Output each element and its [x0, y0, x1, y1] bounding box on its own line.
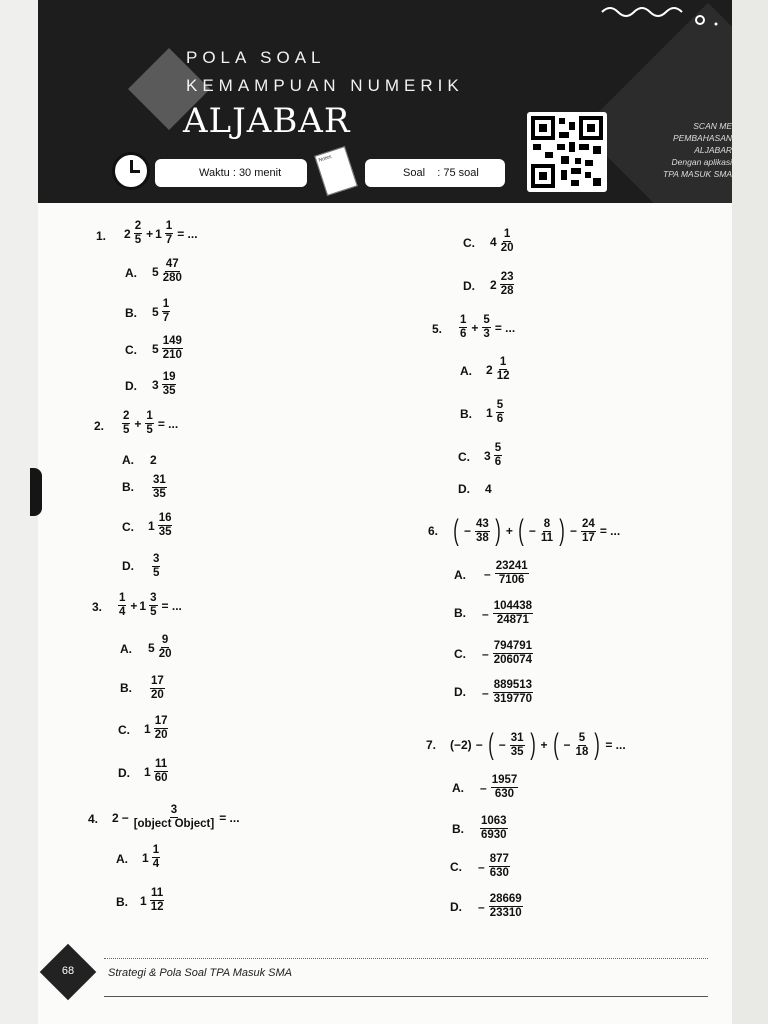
numerator: 11	[155, 758, 168, 770]
question-3-expression	[116, 592, 184, 619]
option-label: C.	[458, 450, 470, 464]
option-3a	[148, 634, 174, 661]
fraction	[495, 560, 529, 587]
option-label: C.	[454, 647, 466, 661]
numerator: 3	[153, 553, 160, 565]
scan-instructions	[628, 120, 732, 180]
whole: 1	[142, 850, 149, 865]
minus: –	[482, 646, 489, 661]
minus: –	[482, 606, 489, 621]
numerator: 28669	[489, 893, 522, 905]
question-count-badge	[365, 159, 505, 187]
denominator: 6	[460, 328, 467, 340]
soal-label: Soal	[403, 167, 426, 179]
question-number: 3.	[92, 600, 103, 614]
denominator: 60	[154, 772, 168, 784]
question-number: 6.	[428, 524, 439, 538]
question-6-expression	[450, 516, 622, 546]
page-number: 68	[61, 965, 75, 977]
option-4d	[490, 271, 516, 298]
option-2a: 2	[150, 453, 157, 467]
whole: 5	[152, 341, 159, 356]
footer-divider	[104, 958, 708, 959]
minus: –	[484, 566, 491, 581]
denominator: 35	[153, 488, 166, 500]
minus: −	[563, 738, 571, 752]
header-line-2: KEMAMPUAN NUMERIK	[186, 76, 464, 95]
plus: +	[505, 524, 513, 538]
whole: 1	[140, 893, 147, 908]
equals-ellipsis: = ...	[219, 810, 240, 825]
fraction	[581, 518, 596, 545]
option-label: A.	[452, 781, 464, 795]
numerator: 23241	[495, 560, 528, 572]
option-3d	[144, 758, 170, 785]
option-label: A.	[125, 266, 137, 280]
fraction	[145, 410, 153, 437]
minus: –	[482, 685, 489, 700]
option-label: B.	[120, 681, 132, 695]
numerator: 17	[154, 715, 168, 727]
fraction	[482, 314, 490, 341]
option-label: D.	[463, 279, 475, 293]
paren-close: )	[594, 728, 601, 761]
denominator: 210	[162, 349, 182, 361]
numerator: 1	[499, 356, 507, 368]
denominator: 5	[150, 606, 157, 618]
fraction	[510, 732, 525, 759]
numerator: 104438	[493, 600, 533, 612]
option-label: A.	[122, 453, 134, 467]
minus: –	[480, 780, 487, 795]
fraction	[493, 679, 533, 706]
option-label: C.	[450, 860, 462, 874]
fraction	[134, 220, 142, 247]
option-2b	[150, 474, 169, 501]
denominator: 12	[150, 901, 164, 913]
fraction	[500, 228, 515, 255]
numerator: 31	[153, 474, 166, 486]
option-7c	[476, 853, 512, 880]
denominator: 5	[134, 234, 142, 246]
whole: 2	[486, 362, 493, 377]
denominator: 12	[496, 370, 510, 382]
paren-close: )	[559, 514, 565, 547]
question-number: 5.	[432, 322, 443, 336]
whole: 4	[490, 234, 497, 249]
header-line-1: POLA SOAL	[186, 48, 326, 67]
denominator: 206074	[493, 654, 533, 666]
option-5d: 4	[485, 482, 492, 496]
numerator: 1	[162, 298, 170, 310]
denominator: 20	[151, 689, 164, 701]
question-number: 2.	[94, 419, 105, 433]
numerator: 2	[134, 220, 142, 232]
fraction	[154, 758, 169, 785]
minus: −	[121, 810, 129, 825]
fraction	[491, 774, 519, 801]
denominator: 4	[152, 858, 160, 870]
time-label: Waktu	[199, 167, 230, 179]
denominator: 20	[158, 648, 172, 660]
denominator: 3	[483, 328, 490, 340]
binding-mark	[30, 468, 42, 516]
option-3c	[144, 715, 170, 742]
option-label: C.	[118, 723, 130, 737]
option-label: B.	[125, 306, 137, 320]
fraction	[118, 592, 126, 619]
numerator: 5	[483, 314, 490, 326]
denominator: 4	[119, 606, 126, 618]
denominator: 18	[575, 745, 589, 758]
denominator: 35	[162, 385, 176, 397]
fraction	[162, 335, 183, 362]
numerator: 149	[162, 335, 182, 347]
denominator: 11	[540, 531, 554, 544]
denominator: 35	[158, 526, 172, 538]
equals-ellipsis: = ...	[494, 320, 516, 335]
question-5-expression	[457, 314, 517, 341]
option-label: B.	[122, 480, 134, 494]
paren-open: (	[453, 514, 459, 547]
whole: 3	[152, 377, 159, 392]
denominator: 319770	[493, 693, 533, 705]
paren-open: (	[487, 728, 494, 761]
fraction	[162, 298, 170, 325]
denominator: 5	[153, 567, 160, 579]
option-1d	[152, 371, 178, 398]
time-value: : 30 menit	[232, 167, 282, 179]
fraction	[162, 258, 183, 285]
numerator: 794791	[493, 640, 533, 652]
paren-open: (	[518, 514, 524, 547]
option-4a	[142, 844, 162, 871]
option-label: B.	[454, 606, 466, 620]
whole: 5	[148, 640, 155, 655]
minus: −	[475, 738, 483, 752]
paren-open: (	[552, 728, 559, 761]
whole: 1	[144, 764, 151, 779]
option-2c	[148, 512, 174, 539]
whole: 2	[124, 226, 131, 241]
option-label: D.	[122, 559, 134, 573]
option-label: D.	[454, 685, 466, 699]
scan-line: Dengan aplikasi	[671, 157, 732, 167]
option-7a	[478, 774, 520, 801]
fraction	[133, 804, 216, 831]
option-label: A.	[454, 568, 466, 582]
denominator: 630	[489, 867, 509, 879]
option-1b	[152, 298, 172, 325]
page-right-margin	[732, 0, 768, 1024]
numerator: 17	[151, 675, 164, 687]
option-label: D.	[458, 482, 470, 496]
numerator: 1063	[481, 815, 507, 827]
fraction	[152, 474, 167, 501]
numerator: 1	[460, 314, 467, 326]
minus: −	[570, 524, 578, 538]
fraction	[475, 518, 490, 545]
denominator: 6	[496, 413, 504, 425]
denominator: 6930	[481, 829, 507, 841]
numerator: 877	[489, 853, 509, 865]
numerator: 43	[476, 517, 489, 530]
option-label: B.	[452, 822, 464, 836]
option-label: C.	[122, 520, 134, 534]
denominator: 38	[476, 531, 489, 544]
numerator: 1	[146, 410, 153, 422]
option-label: A.	[120, 642, 132, 656]
option-5c	[484, 442, 504, 469]
numerator: 9	[161, 634, 169, 646]
numerator: 1	[503, 228, 511, 240]
notebook-label: Notes	[318, 153, 333, 164]
question-number: 7.	[426, 738, 437, 752]
numerator: 8	[543, 517, 551, 530]
fraction	[496, 356, 511, 383]
minus: −	[464, 524, 472, 538]
minus: –	[478, 859, 485, 874]
fraction	[540, 518, 554, 545]
fraction	[150, 887, 165, 914]
scan-line: SCAN ME	[693, 121, 732, 131]
denominator: 280	[162, 272, 182, 284]
fraction	[575, 732, 590, 759]
fraction	[496, 399, 504, 426]
fraction	[149, 592, 157, 619]
denominator: 20	[154, 729, 168, 741]
fraction	[158, 512, 173, 539]
option-6a	[482, 560, 531, 587]
minus: −	[498, 738, 506, 752]
numerator: 1957	[491, 774, 518, 786]
clock-icon	[112, 152, 150, 190]
denominator: 7106	[498, 574, 525, 586]
denominator: 5	[146, 424, 153, 436]
fraction	[158, 634, 173, 661]
numerator: 47	[165, 258, 179, 270]
squiggle-icon	[598, 0, 728, 30]
denominator: 5	[123, 424, 130, 436]
fraction	[489, 893, 523, 920]
denominator: 35	[510, 745, 524, 758]
numerator: 5	[494, 442, 502, 454]
denominator: 7	[165, 234, 173, 246]
book-title: Strategi & Pola Soal TPA Masuk SMA	[108, 967, 293, 979]
numerator: 3	[170, 804, 178, 816]
numerator: 23	[500, 271, 514, 283]
plus: +	[146, 226, 154, 241]
numerator: 24	[582, 517, 595, 530]
option-4b	[140, 887, 166, 914]
question-number: 4.	[88, 812, 99, 826]
chapter-header	[38, 0, 732, 203]
equals-ellipsis: = ...	[157, 416, 179, 431]
fraction	[122, 410, 130, 437]
chapter-title: ALJABAR	[183, 101, 351, 141]
denominator: 630	[494, 788, 515, 800]
scan-line: TPA MASUK SMA	[663, 169, 732, 179]
numerator: 11	[151, 887, 164, 899]
question-7-expression	[448, 730, 628, 760]
fraction	[152, 553, 160, 580]
time-badge	[155, 159, 307, 187]
whole: 1	[486, 405, 493, 420]
fraction	[500, 271, 515, 298]
fraction	[152, 844, 160, 871]
negative-two: (−2)	[450, 738, 472, 752]
plus: +	[540, 738, 548, 752]
minus: −	[528, 524, 536, 538]
equals-ellipsis: = ...	[161, 598, 182, 613]
fraction	[165, 220, 173, 247]
option-label: D.	[125, 379, 137, 393]
option-1a	[152, 258, 185, 285]
fraction	[162, 371, 177, 398]
whole: 1	[144, 721, 151, 736]
numerator: 889513	[493, 679, 533, 691]
soal-value: : 75 soal	[437, 167, 479, 179]
equals-ellipsis: = ...	[605, 738, 626, 752]
denominator: 6	[494, 456, 502, 468]
option-2d	[150, 553, 162, 580]
fraction	[493, 640, 533, 667]
numerator: 5	[496, 399, 504, 411]
numerator: 1	[152, 844, 160, 856]
footer-underline	[104, 996, 708, 997]
equals-ellipsis: = ...	[599, 524, 621, 538]
denominator: 20	[500, 242, 514, 254]
question-number: 1.	[96, 229, 107, 243]
scan-line: ALJABAR	[694, 145, 732, 155]
numerator: 16	[158, 512, 172, 524]
fraction	[494, 442, 502, 469]
option-label: B.	[116, 895, 128, 909]
fraction	[154, 715, 169, 742]
minus: –	[478, 899, 485, 914]
plus: +	[130, 598, 138, 613]
option-5b	[486, 399, 506, 426]
numerator: 5	[578, 731, 586, 744]
option-3b	[148, 675, 167, 702]
option-label: A.	[116, 852, 128, 866]
fraction	[493, 600, 533, 627]
numerator: 31	[510, 731, 524, 744]
denominator: 23310	[489, 907, 522, 919]
plus: +	[471, 320, 479, 335]
plus: +	[134, 416, 142, 431]
whole: 3	[484, 448, 491, 463]
whole: 2	[490, 277, 497, 292]
denominator: 24871	[496, 614, 529, 626]
denominator: 7	[162, 312, 170, 324]
option-4c	[490, 228, 516, 255]
numerator: 3	[150, 592, 157, 604]
question-2-expression	[120, 410, 180, 437]
whole: 1	[148, 518, 155, 533]
option-label: D.	[118, 766, 130, 780]
question-4-expression	[112, 804, 242, 831]
equals-ellipsis: = ...	[177, 226, 198, 241]
option-label: A.	[460, 364, 472, 378]
option-7b	[478, 815, 510, 842]
option-1c	[152, 335, 185, 362]
option-7d	[476, 893, 525, 920]
numerator: 19	[162, 371, 176, 383]
denominator: 17	[582, 531, 595, 544]
whole: 1	[139, 598, 147, 613]
whole: 2	[112, 810, 119, 825]
numerator: 2	[123, 410, 130, 422]
qr-code-icon	[527, 112, 607, 192]
whole: 5	[152, 264, 159, 279]
whole: 5	[152, 304, 159, 319]
fraction	[480, 815, 508, 842]
notebook-icon	[314, 146, 357, 196]
scan-line: PEMBAHASAN	[672, 133, 732, 143]
option-5a	[486, 356, 512, 383]
option-6c	[480, 640, 535, 667]
fraction	[489, 853, 510, 880]
paren-close: )	[495, 514, 501, 547]
option-label: C.	[463, 236, 475, 250]
option-6b	[480, 600, 535, 627]
whole: 1	[155, 226, 162, 241]
numerator: 1	[165, 220, 173, 232]
numerator: 1	[119, 592, 126, 604]
paren-close: )	[529, 728, 536, 761]
denominator: 28	[500, 285, 514, 297]
option-label: B.	[460, 407, 472, 421]
option-label: D.	[450, 900, 462, 914]
option-6d	[480, 679, 535, 706]
option-label: C.	[125, 343, 137, 357]
fraction	[150, 675, 165, 702]
fraction	[459, 314, 467, 341]
denominator: [object Object]	[133, 818, 215, 830]
question-1-expression	[124, 220, 200, 247]
